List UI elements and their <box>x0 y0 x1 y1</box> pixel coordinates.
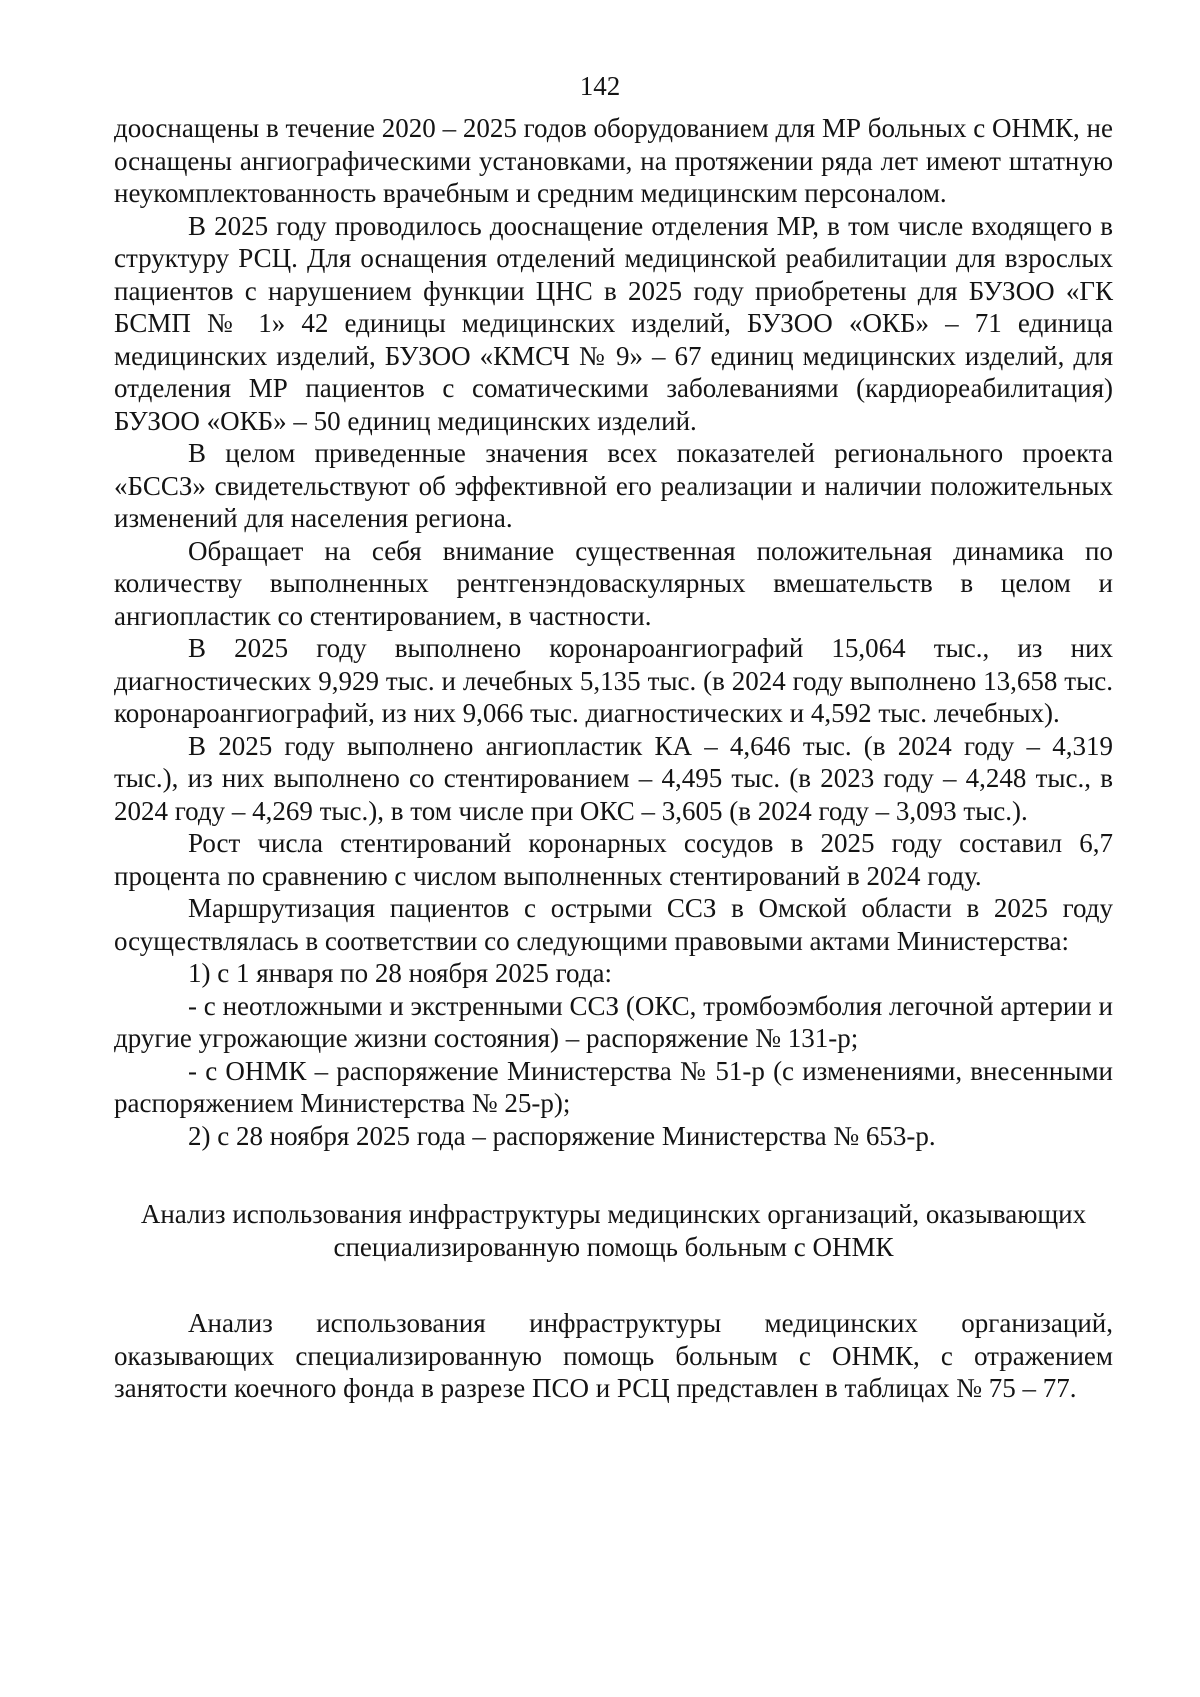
paragraph-infrastructure-analysis: Анализ использования инфраструктуры медицинских организаций, оказывающих специализированную помощь больным с ОНМК, с отражением занятости коечного фонда в разрезе ПСО и РСЦ представлен в таблицах № 75 – 77. <box>114 1308 1113 1403</box>
paragraph-stenting-growth: Рост числа стентирований коронарных сосудов в 2025 году составил 6,7 процента по сравнению с числом выполненных стентирований в 2024 году. <box>114 828 1113 891</box>
paragraph-equipment-2025: В 2025 году проводилось дооснащение отделения МР, в том числе входящего в структуру РСЦ. Для оснащения отделений медицинской реабилитации для взрослых пациентов с нарушением функции ЦНС в 2025 году приобретены для БУЗОО «ГК БСМП № 1» 42 единицы медицинских изделий, БУЗОО «ОКБ» – 71 единица медицинских изделий, БУЗОО «КМСЧ № 9» – 67 единиц медицинских изделий, для отделения МР пациентов с соматическими заболеваниями (кардиореабилитация) БУЗОО «ОКБ» – 50 единиц медицинских изделий. <box>114 210 1113 436</box>
list-item-period-1: 1) с 1 января по 28 ноября 2025 года: <box>188 958 612 988</box>
list-item-emergency-ssz: - с неотложными и экстренными ССЗ (ОКС, тромбоэмболия легочной артерии и другие угрожающие жизни состояния) – распоряжение № 131-р; <box>114 990 1113 1053</box>
paragraph-continuation: дооснащены в течение 2020 – 2025 годов оборудованием для МР больных с ОНМК, не оснащены ангиографическими установками, на протяжении ряда лет имеют штатную неукомплектованность врачебным и средним медицинским персоналом. <box>114 113 1113 208</box>
section-heading-line-2: специализированную помощь больным с ОНМК <box>333 1231 894 1262</box>
list-item-period-2: 2) с 28 ноября 2025 года – распоряжение Министерства № 653-р. <box>188 1120 936 1151</box>
document-body <box>114 112 1113 1405</box>
paragraph-angioplasty: В 2025 году выполнено ангиопластик КА – 4,646 тыс. (в 2024 году – 4,319 тыс.), из них выполнено со стентированием – 4,495 тыс. (в 2023 году – 4,248 тыс., в 2024 году – 4,269 тыс.), в том числе при ОКС – 3,605 (в 2024 году – 3,093 тыс.). <box>114 730 1113 826</box>
paragraph-positive-dynamics: Обращает на себя внимание существенная положительная динамика по количеству выполненных рентгенэндоваскулярных вмешательств в целом и ангиопластик со стентированием, в частности. <box>114 535 1113 631</box>
paragraph-coronary-angiography: В 2025 году выполнено коронароангиографий 15,064 тыс., из них диагностических 9,929 тыс. и лечебных 5,135 тыс. (в 2024 году выполнено 13,658 тыс. коронароангиографий, из них 9,066 тыс. диагностических и 4,592 тыс. лечебных). <box>114 633 1113 728</box>
list-item-onmk: - с ОНМК – распоряжение Министерства № 51-р (с изменениями, внесенными распоряжением Министерства № 25-р); <box>114 1055 1113 1118</box>
section-heading <box>114 1198 1113 1263</box>
section-heading-line-1: Анализ использования инфраструктуры медицинских организаций, оказывающих <box>140 1199 1087 1229</box>
page-number: 142 <box>579 71 621 101</box>
paragraph-routing: Маршрутизация пациентов с острыми ССЗ в Омской области в 2025 году осуществлялась в соответствии со следующими правовыми актами Министерства: <box>114 893 1113 956</box>
paragraph-project-results: В целом приведенные значения всех показателей регионального проекта «БССЗ» свидетельствуют об эффективной его реализации и наличии положительных изменений для населения региона. <box>114 438 1113 533</box>
